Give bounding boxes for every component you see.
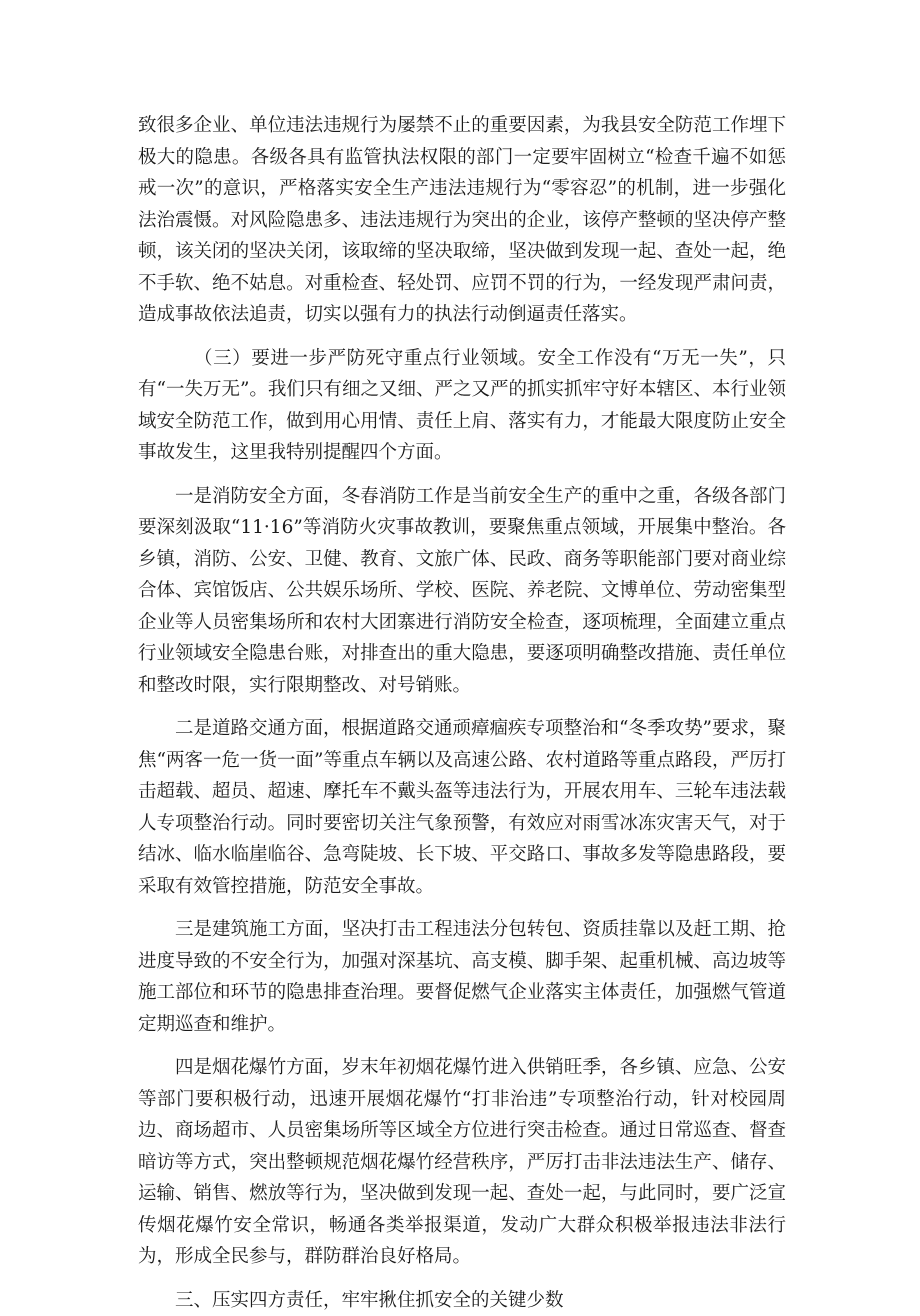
document-body <box>138 110 786 1316</box>
section-heading: 三、压实四方责任，牢牢揪住抓安全的关键少数 <box>138 1285 786 1316</box>
paragraph-construction: 三是建筑施工方面，坚决打击工程违法分包转包、资质挂靠以及赶工期、抢进度导致的不安全行为，加强对深基坑、高支模、脚手架、起重机械、高边坡等施工部位和环节的隐患排查治理。要督促燃气企业落实主体责任，加强燃气管道定期巡查和维护。 <box>138 914 786 1040</box>
paragraph-road-traffic: 二是道路交通方面，根据道路交通顽瘴痼疾专项整治和“冬季攻势”要求，聚焦“两客一危一货一面”等重点车辆以及高速公路、农村道路等重点路段，严厉打击超载、超员、超速、摩托车不戴头盔等违法行为，开展农用车、三轮车违法载人专项整治行动。同时要密切关注气象预警，有效应对雨雪冰冻灾害天气，对于结冰、临水临崖临谷、急弯陡坡、长下坡、平交路口、事故多发等隐患路段，要采取有效管控措施，防范安全事故。 <box>138 713 786 902</box>
paragraph-section-three-intro: （三）要进一步严防死守重点行业领域。安全工作没有“万无一失”，只有“一失万无”。我们只有细之又细、严之又严的抓实抓牢守好本辖区、本行业领域安全防范工作，做到用心用情、责任上肩、落实有力，才能最大限度防止安全事故发生，这里我特别提醒四个方面。 <box>138 343 786 469</box>
paragraph-fireworks: 四是烟花爆竹方面，岁末年初烟花爆竹进入供销旺季，各乡镇、应急、公安等部门要积极行动，迅速开展烟花爆竹“打非治违”专项整治行动，针对校园周边、商场超市、人员密集场所等区域全方位进行突击检查。通过日常巡查、督查暗访等方式，突出整顿规范烟花爆竹经营秩序，严厉打击非法违法生产、储存、运输、销售、燃放等行为，坚决做到发现一起、查处一起，与此同时，要广泛宣传烟花爆竹安全常识，畅通各类举报渠道，发动广大群众积极举报违法非法行为，形成全民参与，群防群治良好格局。 <box>138 1052 786 1273</box>
paragraph-continuation: 致很多企业、单位违法违规行为屡禁不止的重要因素，为我县安全防范工作埋下极大的隐患。各级各具有监管执法权限的部门一定要牢固树立“检查千遍不如惩戒一次”的意识，严格落实安全生产违法违规行为“零容忍”的机制，进一步强化法治震慑。对风险隐患多、违法违规行为突出的企业，该停产整顿的坚决停产整顿，该关闭的坚决关闭，该取缔的坚决取缔，坚决做到发现一起、查处一起，绝不手软、绝不姑息。对重检查、轻处罚、应罚不罚的行为，一经发现严肃问责，造成事故依法追责，切实以强有力的执法行动倒逼责任落实。 <box>138 110 786 331</box>
paragraph-fire-safety: 一是消防安全方面，冬春消防工作是当前安全生产的重中之重，各级各部门要深刻汲取“11·16”等消防火灾事故教训，要聚焦重点领域，开展集中整治。各乡镇，消防、公安、卫健、教育、文旅广体、民政、商务等职能部门要对商业综合体、宾馆饭店、公共娱乐场所、学校、医院、养老院、文博单位、劳动密集型企业等人员密集场所和农村大团寨进行消防安全检查，逐项梳理，全面建立重点行业领域安全隐患台账，对排查出的重大隐患，要逐项明确整改措施、责任单位和整改时限，实行限期整改、对号销账。 <box>138 481 786 702</box>
